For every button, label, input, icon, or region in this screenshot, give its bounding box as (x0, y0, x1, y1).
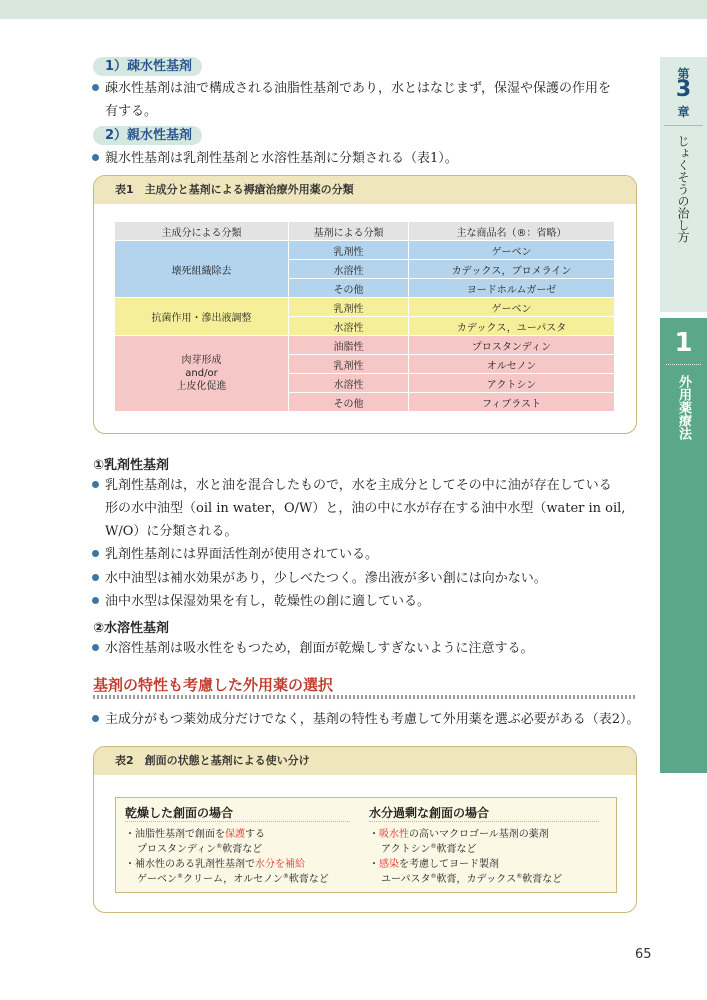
table1-title: 表1 主成分と基剤による褥瘡治療外用薬の分類 (94, 176, 636, 204)
table-row (115, 241, 615, 260)
bullet-dot (92, 715, 99, 722)
group-necrosis-removal: 壊死組織除去 (115, 241, 289, 298)
dry-item-1: ・油脂性基剤で創面を保護する (125, 829, 265, 840)
section-divider (93, 695, 635, 699)
chapter-suffix: 章 (677, 105, 690, 119)
section-tab-divider (666, 364, 701, 365)
group-line: 肉芽形成 (181, 355, 222, 366)
bullet-hydrophilic: 親水性基剤は乳剤性基剤と水溶性基剤に分類される（表1）。 (92, 147, 458, 170)
wet-item-2: ・感染を考慮してヨード製剤 (369, 859, 499, 870)
bullet-dot (92, 550, 99, 557)
table-header-row (115, 222, 615, 241)
bullet-dot (92, 481, 99, 488)
table-cell: カデックス，ユーパスタ (409, 317, 615, 336)
dry-item-1-product: プロスタンディン®軟膏など (137, 843, 263, 855)
bullet-selection: 主成分がもつ薬効成分だけでなく，基剤の特性も考慮して外用薬を選ぶ必要がある（表2）。 (92, 708, 640, 731)
chapter-prefix: 第 (677, 67, 690, 81)
table-cell: 乳剤性 (289, 355, 409, 374)
table-cell: 乳剤性 (289, 241, 409, 260)
group-line: and/or (185, 368, 218, 379)
heading-water-soluble: ②水溶性基剤 (93, 621, 170, 636)
wet-item-2-product: ユーパスタ®軟膏，カデックス®軟膏など (381, 873, 563, 885)
bullet-emulsion-2: 乳剤性基剤には界面活性剤が使用されている。 (92, 543, 378, 566)
table1 (114, 221, 615, 412)
table-cell: その他 (289, 393, 409, 412)
bullet-dot (92, 574, 99, 581)
chapter-title: じょくそうの治し方 (676, 135, 690, 243)
section-number: 1 (674, 328, 693, 358)
table-cell: プロスタンディン (409, 336, 615, 355)
wet-heading: 水分過剰な創面の場合 (369, 806, 490, 820)
section-label-hydrophobic: 1）疎水性基剤 (93, 57, 202, 76)
wet-item-1: ・吸水性の高いマクロゴール基剤の薬剤 (369, 829, 549, 840)
table-cell: オルセノン (409, 355, 615, 374)
table-cell: アクトシン (409, 374, 615, 393)
bullet-dot (92, 644, 99, 651)
wet-rule (369, 821, 599, 822)
group-granulation (115, 336, 289, 412)
table-cell: 水溶性 (289, 260, 409, 279)
dry-item-2: ・補水性のある乳剤性基剤で水分を補給 (125, 859, 305, 870)
chapter-number: 3 (675, 77, 692, 102)
table-cell: フィブラスト (409, 393, 615, 412)
table-row (115, 298, 615, 317)
section-label-hydrophilic: 2）親水性基剤 (93, 126, 202, 145)
bullet-emulsion-1-cont2: W/O）に分類される。 (105, 524, 238, 539)
page-number: 65 (635, 947, 652, 962)
bullet-emulsion-1: 乳剤性基剤は，水と油を混合したもので，水を主成分としてその中に油が存在している (92, 474, 612, 497)
dry-rule (125, 821, 350, 822)
section-tab (660, 318, 707, 773)
table-row (115, 336, 615, 355)
group-line: 上皮化促進 (176, 381, 227, 392)
dry-heading: 乾燥した創面の場合 (125, 806, 234, 820)
header-main-component: 主成分による分類 (115, 222, 289, 241)
wet-item-1-product: アクトシン®軟膏など (381, 843, 477, 855)
bullet-emulsion-3: 水中油型は補水効果があり，少しべたつく。滲出液が多い創には向かない。 (92, 567, 547, 590)
heading-emulsion: ①乳剤性基剤 (93, 458, 170, 473)
table-cell: 油脂性 (289, 336, 409, 355)
table-cell: 乳剤性 (289, 298, 409, 317)
table2-box (115, 797, 617, 893)
bullet-dot (92, 84, 99, 91)
bullet-hydrophobic: 疎水性基剤は油で構成される油脂性基剤であり，水とはなじまず，保湿や保護の作用を (92, 77, 611, 100)
bullet-dot (92, 597, 99, 604)
table-cell: カデックス，ブロメライン (409, 260, 615, 279)
group-antibacterial: 抗菌作用・滲出液調整 (115, 298, 289, 336)
header-band (0, 0, 707, 19)
bullet-emulsion-1-cont: 形の水中油型（oil in water，O/W）と，油の中に水が存在する油中水型（water in oil, (105, 501, 626, 516)
table-cell: ヨードホルムガーゼ (409, 279, 615, 298)
table-cell: その他 (289, 279, 409, 298)
table-cell: 水溶性 (289, 374, 409, 393)
table-cell: ゲーベン (409, 241, 615, 260)
section-title-selection: 基剤の特性も考慮した外用薬の選択 (93, 676, 334, 694)
bullet-emulsion-4: 油中水型は保湿効果を有し，乾燥性の創に適している。 (92, 590, 430, 613)
header-product: 主な商品名（®：省略） (409, 222, 615, 241)
table-cell: 水溶性 (289, 317, 409, 336)
bullet-hydrophobic-cont: 有する。 (105, 104, 158, 119)
bullet-water-soluble: 水溶性基剤は吸水性をもつため，創面が乾燥しすぎないように注意する。 (92, 637, 533, 660)
table-cell: ゲーベン (409, 298, 615, 317)
bullet-dot (92, 154, 99, 161)
chapter-tab (660, 57, 707, 312)
dry-item-2-product: ゲーベン®クリーム，オルセノン®軟膏など (137, 873, 329, 885)
chapter-tab-divider (664, 125, 703, 126)
section-title: 外用薬療法 (676, 375, 691, 440)
header-base: 基剤による分類 (289, 222, 409, 241)
table2-title: 表2 創面の状態と基剤による使い分け (94, 747, 636, 775)
